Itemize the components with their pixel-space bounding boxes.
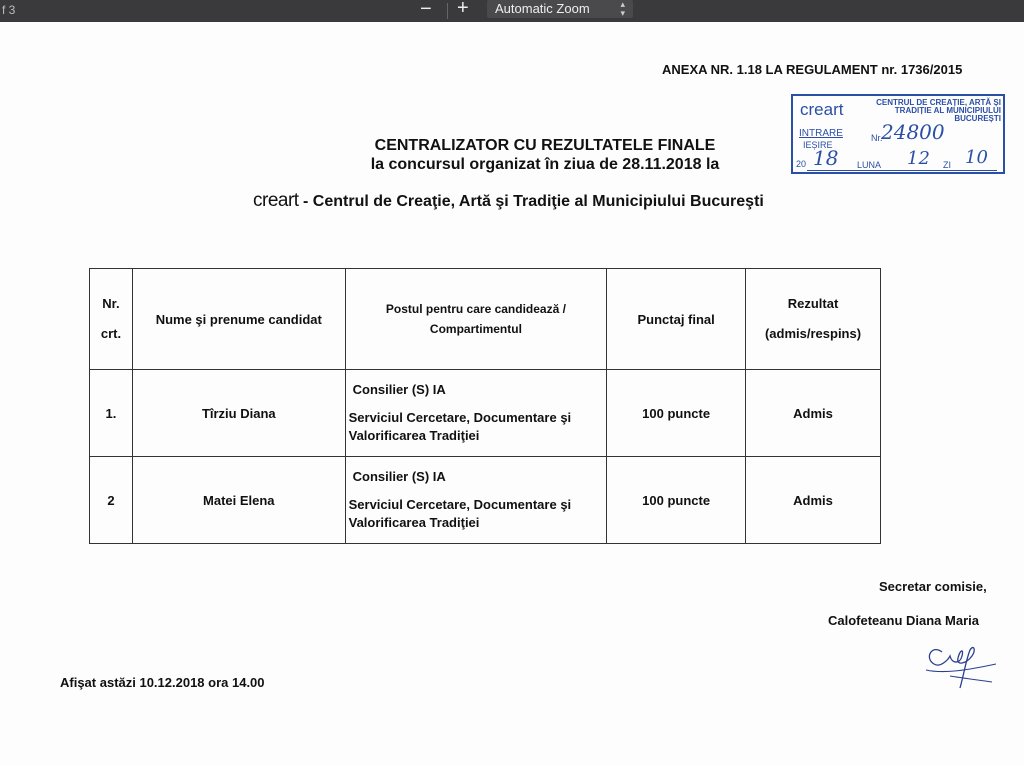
secretary-name: Calofeteanu Diana Maria [828,613,979,628]
header-result: Rezultat (admis/respins) [746,269,881,370]
document-page [0,22,1024,765]
stamp-nr-handwritten: 24800 [881,120,945,144]
document-subtitle: la concursul organizat în ziua de 28.11.2018 la [370,156,720,173]
cell-nr: 1. [90,370,133,457]
post-title: Consilier (S) IA [352,381,446,397]
pdf-toolbar [0,0,1024,22]
table-row [90,457,881,544]
handwritten-signature [920,630,1000,690]
zoom-select[interactable] [487,0,633,18]
cell-post [345,370,607,457]
zoom-out-button[interactable]: − [420,0,432,20]
stamp-iesire: IEȘIRE [803,140,833,150]
cell-post [345,457,607,544]
toolbar-separator [447,3,448,19]
table-row [90,370,881,457]
post-department: Serviciul Cercetare, Documentare şi Valorificarea Tradiţiei [348,496,572,530]
stamp-logo: creart [800,100,844,119]
organization-name: - Centrul de Creaţie, Artă şi Tradiţie al Municipiului Bucureşti [298,193,764,210]
annex-reference: ANEXA NR. 1.18 LA REGULAMENT nr. 1736/2015 [662,62,963,77]
zoom-in-button[interactable]: + [457,0,469,19]
table-header-row [90,269,881,370]
header-name: Nume şi prenume candidat [132,269,345,370]
post-title: Consilier (S) IA [352,468,446,484]
stamp-institution-name: CENTRUL DE CREAȚIE, ARTĂ ȘI TRADIȚIE AL MUNICIPIULUI BUCUREȘTI [876,98,1001,123]
organization-line [253,190,764,212]
cell-result: Admis [746,370,881,457]
cell-score: 100 puncte [607,370,746,457]
cell-name: Tîrziu Diana [132,370,345,457]
zoom-select-value: Automatic Zoom [495,1,590,16]
post-department: Serviciul Cercetare, Documentare şi Valorificarea Tradiţiei [348,409,572,443]
header-nr: Nr. crt. [90,269,133,370]
creart-logo: creart [253,190,299,211]
chevron-up-down-icon: ▴ ▾ [620,0,625,18]
results-table [89,268,881,544]
stamp-day-handwritten: 10 [965,147,988,168]
cell-name: Matei Elena [132,457,345,544]
stamp-zi-label: ZI [943,160,951,170]
stamp-month-handwritten: 12 [907,148,930,169]
header-score: Punctaj final [607,269,746,370]
page-count-fragment: f 3 [2,3,16,17]
secretary-title: Secretar comisie, [879,579,987,594]
stamp-luna-label: LUNA [857,160,882,170]
cell-nr: 2 [90,457,133,544]
header-post: Postul pentru care candidează / Compartimentul [345,269,607,370]
cell-result: Admis [746,457,881,544]
stamp-nr-label: Nr. [871,133,883,143]
stamp-intrare: INTRARE [799,128,843,139]
cell-score: 100 puncte [607,457,746,544]
stamp-year-prefix: 20 [796,159,807,169]
stamp-year-handwritten: 18 [813,146,839,170]
posted-date: Afişat astăzi 10.12.2018 ora 14.00 [60,675,265,690]
document-title: CENTRALIZATOR CU REZULTATELE FINALE [374,137,716,154]
